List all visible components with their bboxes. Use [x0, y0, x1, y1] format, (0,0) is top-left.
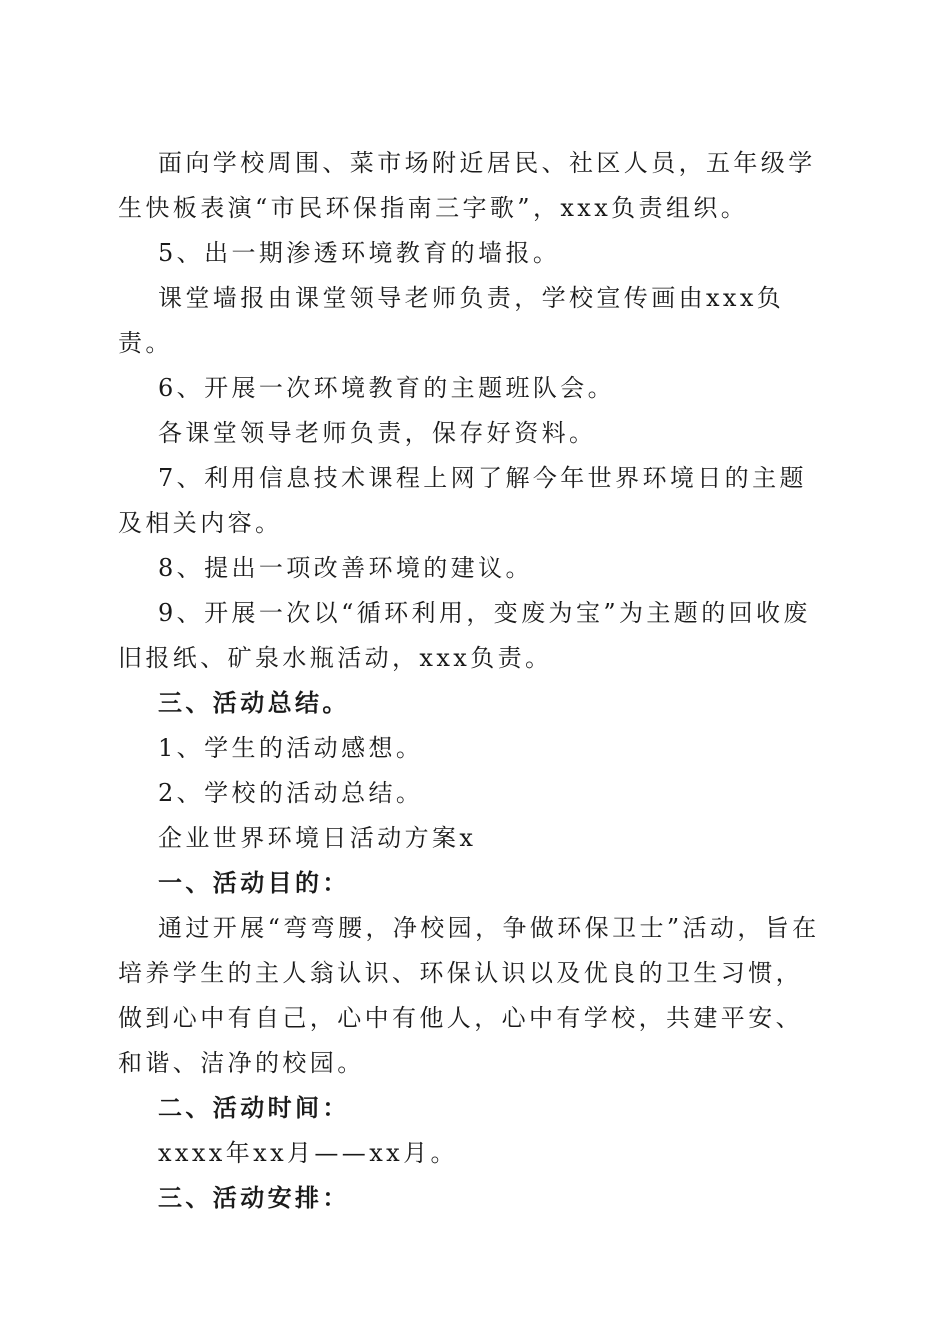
heading-activity-purpose: 一、活动目的： — [158, 869, 350, 897]
paragraph-summary-1: 1、学生的活动感想。 — [158, 734, 424, 762]
paragraph-item-5-detail: 课堂墙报由课堂领导老师负责，学校宣传画由xxx负责。 — [118, 284, 785, 357]
paragraph-summary-2: 2、学校的活动总结。 — [158, 779, 424, 807]
paragraph-purpose: 通过开展“弯弯腰，净校园，争做环保卫士”活动，旨在培养学生的主人翁认识、环保认识以及优良的卫生习惯，做到心中有自己，心中有他人，心中有学校，共建平安、和谐、洁净的校园。 — [118, 914, 820, 1077]
heading-activity-time: 二、活动时间： — [158, 1094, 350, 1122]
paragraph-intro-activity: 面向学校周围、菜市场附近居民、社区人员，五年级学生快板表演“市民环保指南三字歌”，xxx负责组织。 — [118, 149, 816, 222]
paragraph-item-8: 8、提出一项改善环境的建议。 — [158, 554, 533, 582]
document-body — [118, 141, 823, 1221]
paragraph-item-9: 9、开展一次以“循环利用，变废为宝”为主题的回收废旧报纸、矿泉水瓶活动，xxx负责。 — [118, 599, 811, 672]
paragraph-time: xxxx年xx月——xx月。 — [158, 1139, 458, 1167]
paragraph-item-6: 6、开展一次环境教育的主题班队会。 — [158, 374, 616, 402]
paragraph-item-7: 7、利用信息技术课程上网了解今年世界环境日的主题及相关内容。 — [118, 464, 807, 537]
heading-activity-summary: 三、活动总结。 — [158, 689, 350, 717]
heading-activity-arrangement: 三、活动安排： — [158, 1184, 350, 1212]
paragraph-item-5: 5、出一期渗透环境教育的墙报。 — [158, 239, 561, 267]
paragraph-item-6-detail: 各课堂领导老师负责，保存好资料。 — [158, 419, 597, 447]
document-subtitle: 企业世界环境日活动方案x — [158, 824, 477, 852]
